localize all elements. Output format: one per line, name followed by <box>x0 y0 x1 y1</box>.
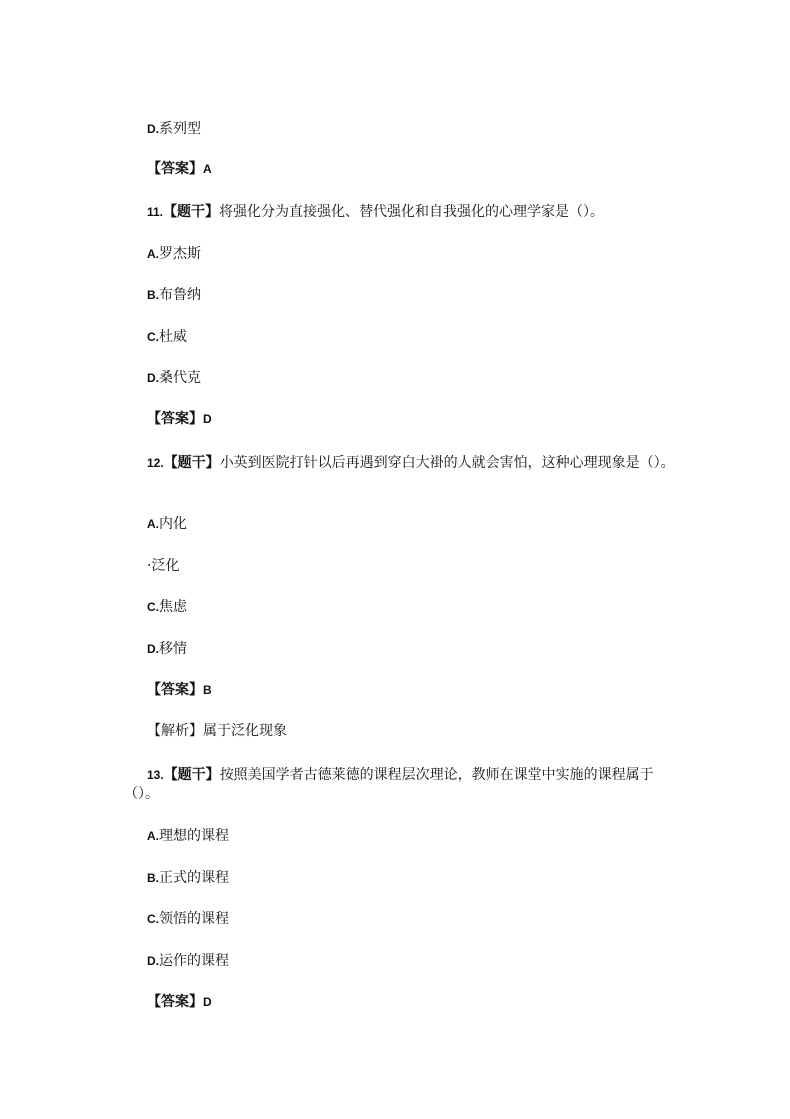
option-text: 罗杰斯 <box>159 246 201 262</box>
stem-tag: 【题干】 <box>163 455 220 471</box>
answer-label: 【答案】 <box>147 994 203 1010</box>
answer-line <box>147 993 212 1011</box>
stem-text: 小英到医院打针以后再遇到穿白大褂的人就会害怕，这种心理现象是（）。 <box>219 455 675 471</box>
option-d <box>147 120 201 138</box>
option-text: 领悟的课程 <box>159 911 229 927</box>
option-b <box>147 557 179 575</box>
option-c <box>147 598 187 616</box>
option-c <box>147 910 229 928</box>
stem-text: 将强化分为直接强化、替代强化和自我强化的心理学家是（）。 <box>219 204 605 220</box>
option-letter: D. <box>147 122 159 136</box>
option-letter: A. <box>147 247 159 261</box>
answer-value: D <box>203 412 212 426</box>
option-d <box>147 369 201 387</box>
analysis-line <box>147 722 287 740</box>
option-text: 内化 <box>159 516 187 532</box>
option-text: 泛化 <box>151 558 180 574</box>
stem-tag: 【题干】 <box>163 767 220 783</box>
answer-line <box>147 681 212 699</box>
option-letter: B. <box>147 871 159 885</box>
question-number: 13. <box>147 768 164 782</box>
option-d <box>147 640 187 658</box>
answer-label: 【答案】 <box>147 682 203 698</box>
analysis-text: 属于泛化现象 <box>203 723 287 739</box>
option-letter: D. <box>147 371 159 385</box>
option-c <box>147 328 187 346</box>
answer-value: B <box>203 683 212 697</box>
option-text: 理想的课程 <box>159 828 229 844</box>
option-text: 正式的课程 <box>159 870 229 886</box>
question-number: 12. <box>147 456 164 470</box>
option-letter: A. <box>147 517 159 531</box>
option-a <box>147 827 229 845</box>
stem-text: 按照美国学者古德莱德的课程层次理论，教师在课堂中实施的课程属于 <box>219 767 654 783</box>
option-letter: C. <box>147 600 159 614</box>
option-text: 桑代克 <box>159 370 201 386</box>
answer-line <box>147 160 212 178</box>
option-letter: A. <box>147 829 159 843</box>
option-d <box>147 952 229 970</box>
answer-value: A <box>203 162 212 176</box>
option-letter: B. <box>147 288 159 302</box>
option-letter: C. <box>147 912 159 926</box>
answer-line <box>147 410 212 428</box>
option-b <box>147 286 201 304</box>
option-text: 移情 <box>159 641 187 657</box>
question-stem <box>147 454 675 472</box>
analysis-label: 【解析】 <box>147 723 203 739</box>
option-text: 系列型 <box>159 121 201 137</box>
option-text: 布鲁纳 <box>159 287 201 303</box>
option-letter: C. <box>147 330 159 344</box>
stem-tag: 【题干】 <box>163 204 220 220</box>
answer-label: 【答案】 <box>147 411 203 427</box>
option-a <box>147 245 201 263</box>
question-number: 11. <box>147 205 164 219</box>
answer-value: D <box>203 995 212 1009</box>
question-stem <box>147 766 654 784</box>
question-stem <box>147 203 604 221</box>
stem-continuation: （）。 <box>124 786 159 802</box>
option-text: 焦虑 <box>159 599 187 615</box>
option-a <box>147 515 187 533</box>
option-text: 杜威 <box>159 329 187 345</box>
option-b <box>147 869 229 887</box>
option-letter: D. <box>147 642 159 656</box>
answer-label: 【答案】 <box>147 161 203 177</box>
option-letter: D. <box>147 954 159 968</box>
option-letter: · <box>147 558 152 574</box>
option-text: 运作的课程 <box>159 953 229 969</box>
